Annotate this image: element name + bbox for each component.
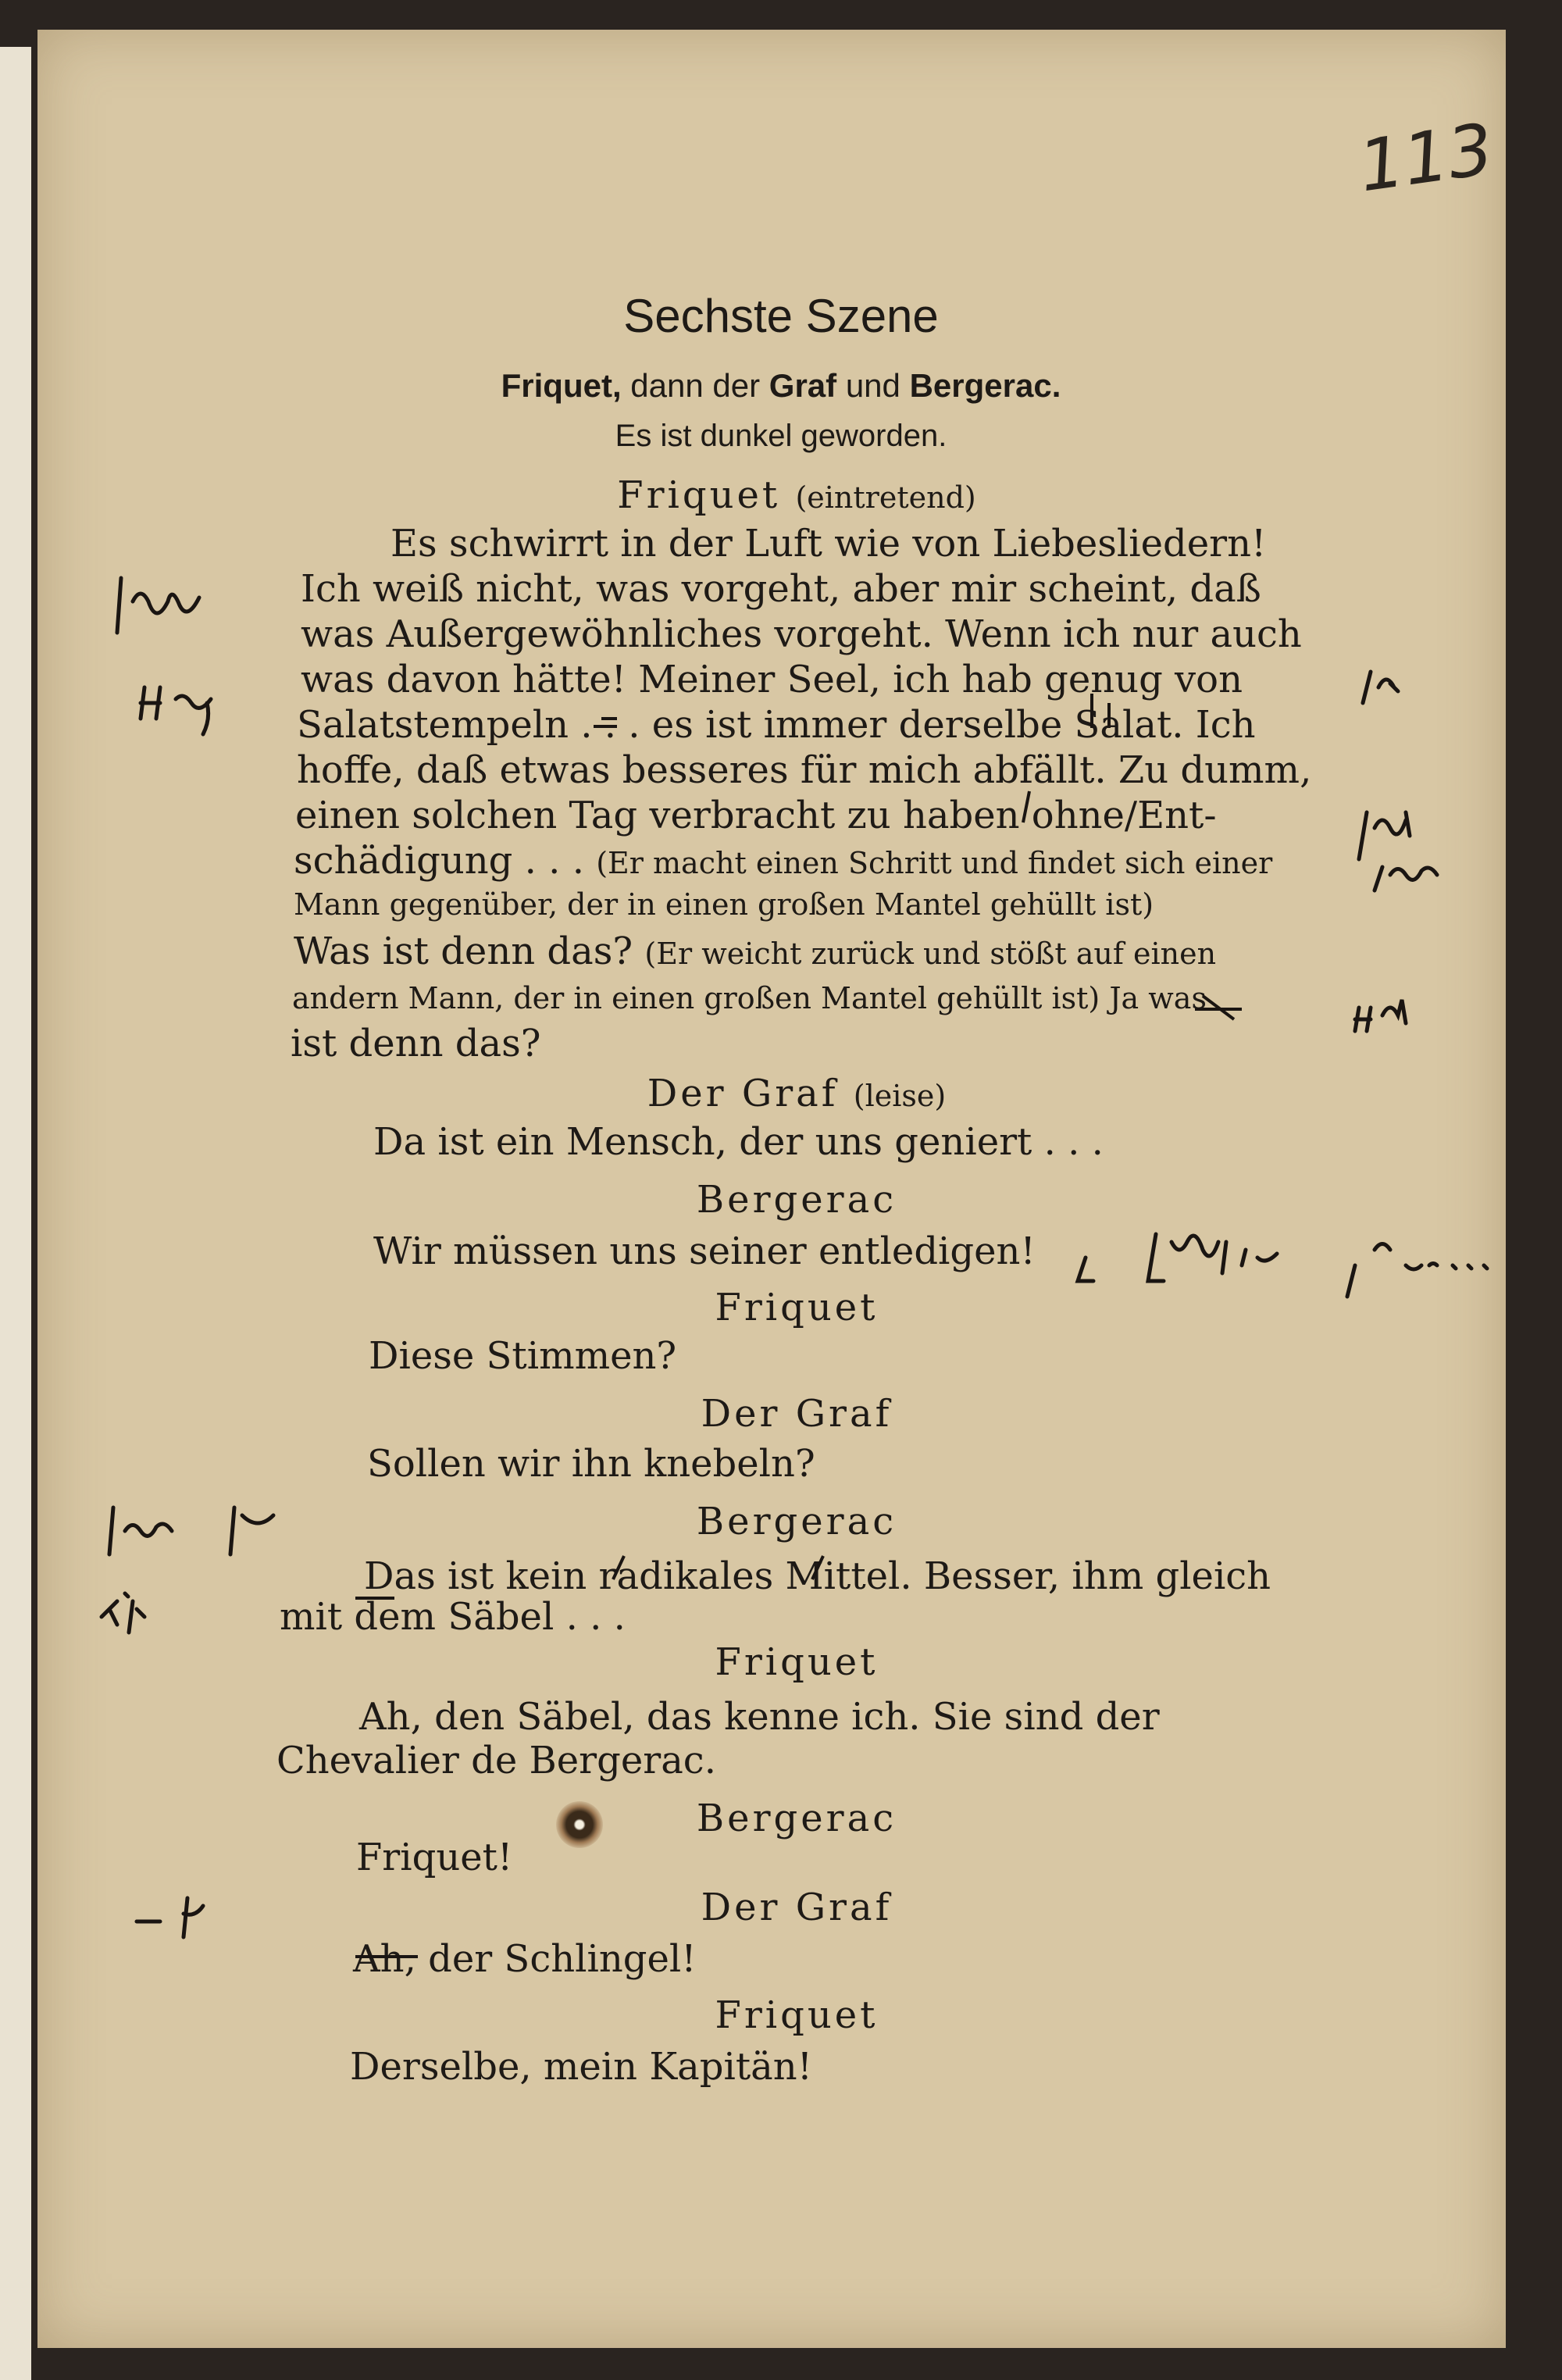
speaker-name: Friquet (617, 473, 781, 517)
stage-direction: (eintretend) (795, 480, 976, 515)
dialogue-line: Diese Stimmen? (369, 1334, 677, 1378)
burn-mark (556, 1801, 603, 1848)
dialogue-line: Salatstempeln . . . es ist immer derselbe Salat. Ich (297, 703, 1256, 747)
speaker-heading: Bergerac (696, 1500, 897, 1543)
dialogue-line: was Außergewöhnliches vorgeht. Wenn ich nur auch (301, 612, 1302, 656)
dialogue-line: einen solchen Tag verbracht zu haben ohne/Ent- (295, 794, 1217, 837)
speaker-heading: Bergerac (696, 1178, 897, 1222)
scene-title: Sechste Szene (623, 290, 939, 342)
cast-connector: dann der (621, 367, 769, 404)
dialogue-line: Chevalier de Bergerac. (276, 1739, 716, 1782)
dialogue-line: was davon hätte! Meiner Seel, ich hab genug von (301, 658, 1243, 701)
page-number: 113 (1353, 108, 1499, 209)
speaker-heading (0, 1072, 1562, 1115)
stage-direction: (Er weicht zurück und stößt auf einen (644, 937, 1217, 971)
dialogue-line: mit dem Säbel . . . (280, 1595, 626, 1639)
dialogue-line: Ich weiß nicht, was vorgeht, aber mir scheint, daß (301, 567, 1261, 611)
dialogue-text: schädigung . . . (294, 839, 597, 883)
dialogue-line (294, 930, 1216, 973)
dialogue-line: Wir müssen uns seiner entledigen! (373, 1229, 1036, 1273)
speaker-heading: Bergerac (696, 1797, 897, 1840)
dialogue-line: Ah, der Schlingel! (353, 1937, 697, 1981)
stage-direction: (leise) (853, 1079, 947, 1113)
speaker-heading: Friquet (715, 1286, 879, 1329)
dialogue-line: Sollen wir ihn knebeln? (367, 1442, 815, 1486)
stage-direction: (Er macht einen Schritt und findet sich einer (596, 846, 1273, 880)
speaker-heading: Der Graf (701, 1392, 893, 1436)
dialogue-line: Friquet! (356, 1836, 513, 1879)
stage-direction-line: Mann gegenüber, der in einen großen Mantel gehüllt ist) (294, 887, 1154, 922)
dialogue-line (294, 839, 1272, 883)
cast-connector: und (836, 367, 910, 404)
speaker-heading: Der Graf (701, 1886, 893, 1929)
speaker-heading (0, 473, 1562, 517)
dialogue-line: ist denn das? (291, 1022, 541, 1065)
cast-line (0, 367, 1562, 405)
speaker-heading: Friquet (715, 1993, 879, 2037)
cast-name-friquet: Friquet, (501, 367, 622, 404)
stage-direction-line: andern Mann, der in einen großen Mantel gehüllt ist) Ja was (292, 981, 1207, 1015)
dialogue-text: Was ist denn das? (294, 930, 645, 973)
dialogue-line: Derselbe, mein Kapitän! (350, 2045, 812, 2089)
dialogue-line: Da ist ein Mensch, der uns geniert . . . (373, 1120, 1104, 1164)
cast-name-graf: Graf (769, 367, 837, 404)
speaker-name: Der Graf (647, 1072, 839, 1115)
dialogue-line: Es schwirrt in der Luft wie von Liebesliedern! (390, 522, 1267, 566)
speaker-heading: Friquet (715, 1640, 879, 1684)
dialogue-line: hoffe, daß etwas besseres für mich abfällt. Zu dumm, (297, 748, 1312, 792)
dialogue-line: Das ist kein radikales Mittel. Besser, ihm gleich (364, 1554, 1271, 1598)
cast-name-bergerac: Bergerac. (909, 367, 1061, 404)
stage-note: Es ist dunkel geworden. (615, 419, 947, 453)
dialogue-line: Ah, den Säbel, das kenne ich. Sie sind der (359, 1695, 1160, 1739)
